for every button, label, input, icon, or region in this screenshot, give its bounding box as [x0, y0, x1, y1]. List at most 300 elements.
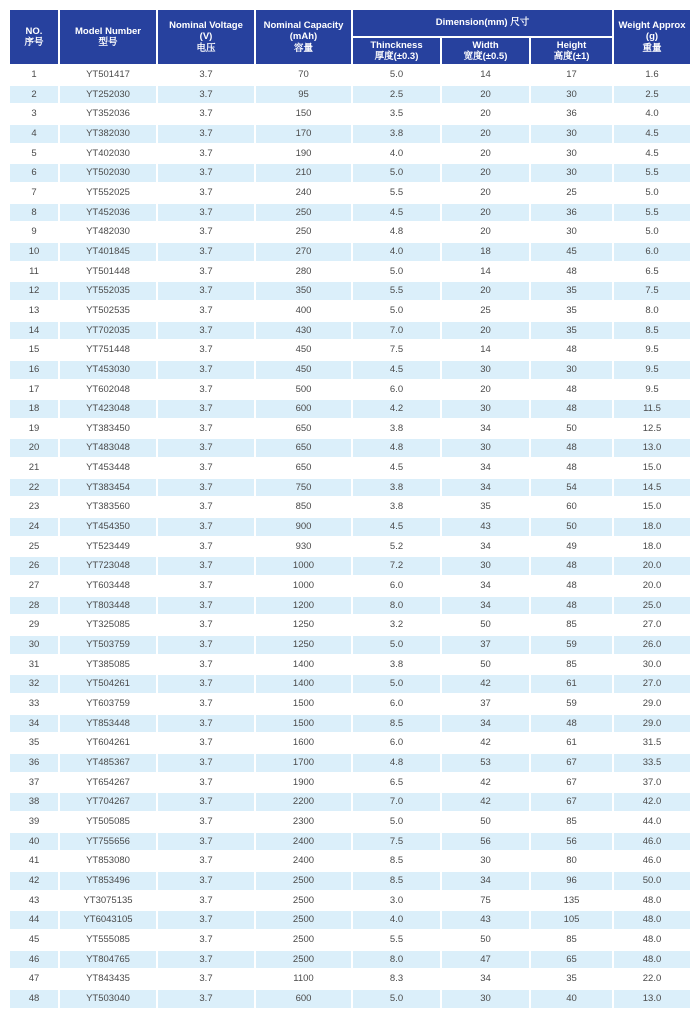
cell-width: 30	[442, 852, 529, 870]
cell-capacity: 2400	[256, 852, 351, 870]
cell-height: 17	[531, 66, 612, 84]
cell-no: 41	[10, 852, 58, 870]
cell-weight: 9.5	[614, 381, 690, 399]
cell-voltage: 3.7	[158, 793, 254, 811]
cell-capacity: 900	[256, 518, 351, 536]
table-row	[10, 518, 690, 536]
table-row	[10, 833, 690, 851]
cell-width: 37	[442, 695, 529, 713]
cell-model-number: YT654267	[60, 774, 156, 792]
col-header-dimension-label: Dimension(mm) 尺寸	[435, 17, 530, 29]
table-header	[10, 10, 690, 64]
cell-no: 2	[10, 86, 58, 104]
cell-no: 44	[10, 911, 58, 929]
cell-width: 30	[442, 439, 529, 457]
table-row	[10, 597, 690, 615]
cell-width: 14	[442, 66, 529, 84]
cell-voltage: 3.7	[158, 734, 254, 752]
cell-no: 33	[10, 695, 58, 713]
cell-thickness: 5.5	[353, 931, 440, 949]
cell-thickness: 4.8	[353, 754, 440, 772]
cell-thickness: 3.2	[353, 616, 440, 634]
cell-width: 47	[442, 951, 529, 969]
cell-model-number: YT485367	[60, 754, 156, 772]
cell-thickness: 6.5	[353, 774, 440, 792]
cell-thickness: 5.0	[353, 66, 440, 84]
table-body	[10, 66, 690, 1008]
table-row	[10, 734, 690, 752]
cell-width: 50	[442, 656, 529, 674]
col-header-height	[531, 38, 612, 64]
cell-voltage: 3.7	[158, 557, 254, 575]
cell-thickness: 2.5	[353, 86, 440, 104]
cell-model-number: YT502535	[60, 302, 156, 320]
cell-no: 36	[10, 754, 58, 772]
cell-thickness: 5.0	[353, 302, 440, 320]
cell-height: 54	[531, 479, 612, 497]
cell-width: 20	[442, 322, 529, 340]
table-row	[10, 439, 690, 457]
table-row	[10, 538, 690, 556]
col-header-model-en: Model Number	[75, 25, 141, 37]
cell-height: 85	[531, 931, 612, 949]
cell-no: 38	[10, 793, 58, 811]
table-row	[10, 636, 690, 654]
cell-capacity: 1700	[256, 754, 351, 772]
cell-voltage: 3.7	[158, 459, 254, 477]
cell-no: 20	[10, 439, 58, 457]
table-row	[10, 105, 690, 123]
table-row	[10, 577, 690, 595]
cell-voltage: 3.7	[158, 243, 254, 261]
cell-voltage: 3.7	[158, 656, 254, 674]
col-header-no-zh: 序号	[24, 37, 44, 48]
cell-width: 42	[442, 793, 529, 811]
cell-voltage: 3.7	[158, 538, 254, 556]
cell-thickness: 8.5	[353, 872, 440, 890]
cell-weight: 50.0	[614, 872, 690, 890]
cell-thickness: 5.5	[353, 282, 440, 300]
table-row	[10, 125, 690, 143]
cell-height: 36	[531, 105, 612, 123]
cell-voltage: 3.7	[158, 754, 254, 772]
cell-weight: 46.0	[614, 833, 690, 851]
cell-voltage: 3.7	[158, 420, 254, 438]
cell-height: 80	[531, 852, 612, 870]
cell-thickness: 5.5	[353, 184, 440, 202]
table-row	[10, 204, 690, 222]
cell-width: 20	[442, 184, 529, 202]
cell-no: 32	[10, 675, 58, 693]
cell-weight: 31.5	[614, 734, 690, 752]
cell-capacity: 1100	[256, 970, 351, 988]
cell-voltage: 3.7	[158, 931, 254, 949]
cell-width: 42	[442, 774, 529, 792]
cell-height: 105	[531, 911, 612, 929]
col-header-height-en: Height	[556, 39, 587, 51]
cell-model-number: YT385085	[60, 656, 156, 674]
cell-capacity: 2500	[256, 911, 351, 929]
cell-model-number: YT552035	[60, 282, 156, 300]
table-row	[10, 381, 690, 399]
cell-capacity: 400	[256, 302, 351, 320]
cell-height: 48	[531, 597, 612, 615]
table-row	[10, 243, 690, 261]
cell-width: 43	[442, 518, 529, 536]
cell-capacity: 500	[256, 381, 351, 399]
cell-no: 14	[10, 322, 58, 340]
cell-weight: 33.5	[614, 754, 690, 772]
cell-height: 35	[531, 970, 612, 988]
cell-voltage: 3.7	[158, 125, 254, 143]
cell-width: 34	[442, 538, 529, 556]
cell-weight: 1.6	[614, 66, 690, 84]
cell-weight: 13.0	[614, 439, 690, 457]
cell-width: 20	[442, 381, 529, 399]
cell-capacity: 240	[256, 184, 351, 202]
cell-model-number: YT252030	[60, 86, 156, 104]
col-header-voltage-en: Nominal Voltage	[169, 19, 243, 31]
cell-width: 30	[442, 557, 529, 575]
cell-width: 20	[442, 125, 529, 143]
cell-height: 56	[531, 833, 612, 851]
cell-model-number: YT853080	[60, 852, 156, 870]
cell-no: 19	[10, 420, 58, 438]
cell-no: 46	[10, 951, 58, 969]
cell-no: 1	[10, 66, 58, 84]
cell-height: 61	[531, 734, 612, 752]
cell-width: 37	[442, 636, 529, 654]
col-header-width	[442, 38, 529, 64]
cell-capacity: 1400	[256, 656, 351, 674]
cell-width: 50	[442, 931, 529, 949]
table-row	[10, 479, 690, 497]
cell-model-number: YT383454	[60, 479, 156, 497]
cell-width: 34	[442, 597, 529, 615]
cell-voltage: 3.7	[158, 911, 254, 929]
cell-no: 42	[10, 872, 58, 890]
cell-voltage: 3.7	[158, 263, 254, 281]
cell-width: 34	[442, 715, 529, 733]
cell-height: 85	[531, 813, 612, 831]
cell-capacity: 2500	[256, 872, 351, 890]
cell-voltage: 3.7	[158, 695, 254, 713]
cell-weight: 48.0	[614, 892, 690, 910]
cell-width: 20	[442, 86, 529, 104]
cell-thickness: 8.5	[353, 715, 440, 733]
cell-no: 47	[10, 970, 58, 988]
cell-no: 4	[10, 125, 58, 143]
cell-height: 96	[531, 872, 612, 890]
cell-voltage: 3.7	[158, 479, 254, 497]
table-row	[10, 145, 690, 163]
cell-width: 20	[442, 145, 529, 163]
table-row	[10, 557, 690, 575]
cell-model-number: YT3075135	[60, 892, 156, 910]
cell-voltage: 3.7	[158, 636, 254, 654]
cell-width: 25	[442, 302, 529, 320]
cell-weight: 8.5	[614, 322, 690, 340]
cell-height: 65	[531, 951, 612, 969]
table-row	[10, 774, 690, 792]
cell-capacity: 1500	[256, 695, 351, 713]
cell-model-number: YT402030	[60, 145, 156, 163]
cell-voltage: 3.7	[158, 105, 254, 123]
cell-no: 9	[10, 223, 58, 241]
cell-thickness: 5.0	[353, 636, 440, 654]
cell-voltage: 3.7	[158, 518, 254, 536]
cell-model-number: YT602048	[60, 381, 156, 399]
cell-height: 59	[531, 636, 612, 654]
cell-height: 36	[531, 204, 612, 222]
cell-weight: 48.0	[614, 951, 690, 969]
cell-weight: 6.0	[614, 243, 690, 261]
cell-thickness: 4.5	[353, 204, 440, 222]
cell-model-number: YT505085	[60, 813, 156, 831]
cell-height: 61	[531, 675, 612, 693]
cell-model-number: YT853448	[60, 715, 156, 733]
cell-voltage: 3.7	[158, 145, 254, 163]
cell-height: 35	[531, 282, 612, 300]
cell-width: 34	[442, 459, 529, 477]
cell-model-number: YT523449	[60, 538, 156, 556]
cell-no: 21	[10, 459, 58, 477]
cell-weight: 20.0	[614, 557, 690, 575]
cell-weight: 20.0	[614, 577, 690, 595]
table-row	[10, 341, 690, 359]
cell-height: 48	[531, 341, 612, 359]
cell-capacity: 210	[256, 164, 351, 182]
col-header-capacity-unit: (mAh)	[289, 31, 318, 43]
table-row	[10, 302, 690, 320]
cell-height: 67	[531, 793, 612, 811]
cell-capacity: 1500	[256, 715, 351, 733]
cell-no: 3	[10, 105, 58, 123]
cell-capacity: 1250	[256, 636, 351, 654]
table-row	[10, 86, 690, 104]
cell-model-number: YT482030	[60, 223, 156, 241]
col-header-capacity-en: Nominal Capacity	[263, 19, 344, 31]
cell-thickness: 4.5	[353, 459, 440, 477]
cell-thickness: 4.8	[353, 223, 440, 241]
cell-thickness: 4.8	[353, 439, 440, 457]
cell-height: 30	[531, 145, 612, 163]
cell-model-number: YT552025	[60, 184, 156, 202]
cell-thickness: 5.0	[353, 675, 440, 693]
table-row	[10, 892, 690, 910]
table-row	[10, 793, 690, 811]
col-header-dimension	[353, 10, 612, 36]
cell-thickness: 5.0	[353, 990, 440, 1008]
cell-height: 67	[531, 754, 612, 772]
cell-model-number: YT555085	[60, 931, 156, 949]
cell-voltage: 3.7	[158, 66, 254, 84]
cell-model-number: YT702035	[60, 322, 156, 340]
cell-capacity: 450	[256, 341, 351, 359]
cell-height: 48	[531, 557, 612, 575]
cell-height: 60	[531, 498, 612, 516]
cell-model-number: YT755656	[60, 833, 156, 851]
cell-weight: 6.5	[614, 263, 690, 281]
cell-weight: 37.0	[614, 774, 690, 792]
cell-capacity: 1000	[256, 577, 351, 595]
cell-weight: 13.0	[614, 990, 690, 1008]
cell-width: 75	[442, 892, 529, 910]
col-header-weight-en: Weight Approx	[618, 19, 686, 31]
cell-model-number: YT454350	[60, 518, 156, 536]
cell-capacity: 650	[256, 439, 351, 457]
cell-weight: 18.0	[614, 538, 690, 556]
cell-voltage: 3.7	[158, 675, 254, 693]
cell-no: 25	[10, 538, 58, 556]
table-row	[10, 911, 690, 929]
table-row	[10, 498, 690, 516]
cell-thickness: 4.0	[353, 243, 440, 261]
cell-thickness: 4.5	[353, 518, 440, 536]
table-row	[10, 813, 690, 831]
cell-width: 42	[442, 675, 529, 693]
cell-width: 35	[442, 498, 529, 516]
col-header-model-zh: 型号	[98, 37, 118, 48]
cell-weight: 44.0	[614, 813, 690, 831]
col-header-width-en: Width	[472, 39, 499, 51]
cell-capacity: 650	[256, 420, 351, 438]
cell-model-number: YT325085	[60, 616, 156, 634]
cell-voltage: 3.7	[158, 872, 254, 890]
cell-weight: 27.0	[614, 675, 690, 693]
cell-no: 6	[10, 164, 58, 182]
cell-width: 42	[442, 734, 529, 752]
cell-voltage: 3.7	[158, 852, 254, 870]
cell-thickness: 3.8	[353, 498, 440, 516]
cell-voltage: 3.7	[158, 341, 254, 359]
cell-capacity: 150	[256, 105, 351, 123]
cell-height: 85	[531, 656, 612, 674]
cell-weight: 25.0	[614, 597, 690, 615]
col-header-voltage	[158, 10, 254, 64]
cell-weight: 9.5	[614, 341, 690, 359]
cell-width: 56	[442, 833, 529, 851]
cell-thickness: 3.8	[353, 656, 440, 674]
table-row	[10, 852, 690, 870]
cell-capacity: 650	[256, 459, 351, 477]
cell-thickness: 6.0	[353, 734, 440, 752]
col-header-model	[60, 10, 156, 64]
cell-no: 45	[10, 931, 58, 949]
cell-width: 20	[442, 164, 529, 182]
col-header-weight-zh: 重量	[642, 42, 662, 54]
cell-capacity: 2500	[256, 931, 351, 949]
col-header-height-zh: 高度(±1)	[553, 51, 590, 62]
cell-no: 39	[10, 813, 58, 831]
table-row	[10, 715, 690, 733]
cell-no: 29	[10, 616, 58, 634]
table-row	[10, 970, 690, 988]
cell-model-number: YT401845	[60, 243, 156, 261]
table-row	[10, 459, 690, 477]
cell-capacity: 250	[256, 204, 351, 222]
cell-model-number: YT504261	[60, 675, 156, 693]
table-row	[10, 616, 690, 634]
cell-no: 12	[10, 282, 58, 300]
cell-model-number: YT452036	[60, 204, 156, 222]
col-header-weight-unit: (g)	[645, 31, 659, 43]
cell-model-number: YT423048	[60, 400, 156, 418]
table-row	[10, 282, 690, 300]
cell-capacity: 930	[256, 538, 351, 556]
cell-capacity: 270	[256, 243, 351, 261]
cell-model-number: YT751448	[60, 341, 156, 359]
cell-weight: 5.0	[614, 184, 690, 202]
col-header-thickness-en: Thinckness	[370, 39, 423, 51]
cell-capacity: 350	[256, 282, 351, 300]
cell-capacity: 430	[256, 322, 351, 340]
table-row	[10, 872, 690, 890]
cell-thickness: 7.2	[353, 557, 440, 575]
table-row	[10, 656, 690, 674]
cell-no: 24	[10, 518, 58, 536]
cell-voltage: 3.7	[158, 774, 254, 792]
cell-capacity: 750	[256, 479, 351, 497]
cell-model-number: YT603448	[60, 577, 156, 595]
cell-height: 25	[531, 184, 612, 202]
cell-height: 67	[531, 774, 612, 792]
cell-capacity: 2300	[256, 813, 351, 831]
cell-voltage: 3.7	[158, 951, 254, 969]
cell-width: 20	[442, 282, 529, 300]
table-row	[10, 951, 690, 969]
col-header-width-zh: 宽度(±0.5)	[463, 51, 508, 62]
cell-weight: 4.5	[614, 145, 690, 163]
cell-width: 34	[442, 970, 529, 988]
table-row	[10, 754, 690, 772]
cell-voltage: 3.7	[158, 833, 254, 851]
cell-weight: 4.5	[614, 125, 690, 143]
cell-width: 18	[442, 243, 529, 261]
cell-model-number: YT503759	[60, 636, 156, 654]
cell-voltage: 3.7	[158, 164, 254, 182]
cell-thickness: 8.5	[353, 852, 440, 870]
table-row	[10, 400, 690, 418]
cell-thickness: 6.0	[353, 695, 440, 713]
table-row	[10, 184, 690, 202]
cell-weight: 11.5	[614, 400, 690, 418]
cell-height: 30	[531, 86, 612, 104]
cell-capacity: 1000	[256, 557, 351, 575]
table-row	[10, 931, 690, 949]
cell-width: 34	[442, 420, 529, 438]
cell-weight: 26.0	[614, 636, 690, 654]
cell-width: 20	[442, 204, 529, 222]
cell-model-number: YT604261	[60, 734, 156, 752]
cell-width: 50	[442, 616, 529, 634]
cell-capacity: 1250	[256, 616, 351, 634]
cell-weight: 5.0	[614, 223, 690, 241]
cell-weight: 30.0	[614, 656, 690, 674]
cell-voltage: 3.7	[158, 498, 254, 516]
cell-thickness: 4.5	[353, 361, 440, 379]
cell-model-number: YT603759	[60, 695, 156, 713]
cell-thickness: 8.3	[353, 970, 440, 988]
cell-no: 31	[10, 656, 58, 674]
cell-height: 35	[531, 322, 612, 340]
cell-no: 35	[10, 734, 58, 752]
cell-model-number: YT352036	[60, 105, 156, 123]
cell-thickness: 4.2	[353, 400, 440, 418]
col-header-voltage-unit: (V)	[199, 31, 213, 43]
cell-capacity: 170	[256, 125, 351, 143]
cell-height: 48	[531, 459, 612, 477]
